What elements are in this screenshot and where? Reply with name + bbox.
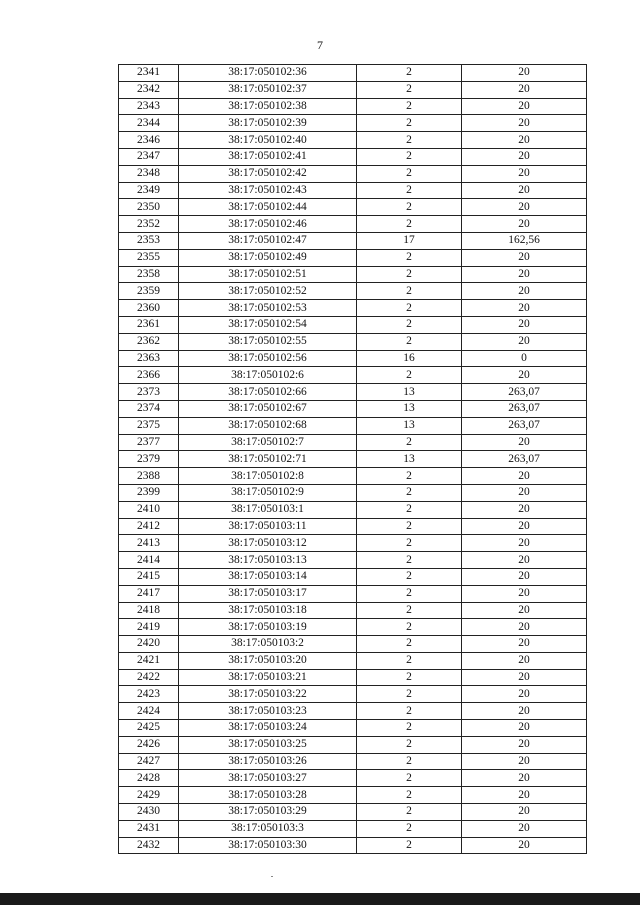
value-b-cell: 20 <box>462 535 587 552</box>
value-b-cell: 20 <box>462 182 587 199</box>
cadastral-number-cell: 38:17:050102:71 <box>179 451 357 468</box>
row-number-cell: 2431 <box>119 820 179 837</box>
table-row <box>119 669 587 686</box>
value-a-cell: 2 <box>357 81 462 98</box>
row-number-cell: 2352 <box>119 216 179 233</box>
cadastral-number-cell: 38:17:050102:46 <box>179 216 357 233</box>
value-b-cell: 263,07 <box>462 417 587 434</box>
value-b-cell: 20 <box>462 148 587 165</box>
value-b-cell: 20 <box>462 266 587 283</box>
table-row <box>119 552 587 569</box>
row-number-cell: 2363 <box>119 350 179 367</box>
value-a-cell: 17 <box>357 232 462 249</box>
value-a-cell: 2 <box>357 266 462 283</box>
table-body <box>119 65 587 854</box>
value-a-cell: 2 <box>357 283 462 300</box>
cadastral-number-cell: 38:17:050102:39 <box>179 115 357 132</box>
value-a-cell: 2 <box>357 65 462 82</box>
cadastral-number-cell: 38:17:050102:36 <box>179 65 357 82</box>
table-row <box>119 199 587 216</box>
row-number-cell: 2348 <box>119 165 179 182</box>
value-a-cell: 2 <box>357 787 462 804</box>
cadastral-number-cell: 38:17:050102:66 <box>179 384 357 401</box>
value-a-cell: 2 <box>357 535 462 552</box>
cadastral-number-cell: 38:17:050102:55 <box>179 333 357 350</box>
value-a-cell: 2 <box>357 619 462 636</box>
value-b-cell: 263,07 <box>462 451 587 468</box>
value-a-cell: 13 <box>357 417 462 434</box>
row-number-cell: 2374 <box>119 400 179 417</box>
value-a-cell: 13 <box>357 384 462 401</box>
value-a-cell: 2 <box>357 602 462 619</box>
value-a-cell: 2 <box>357 249 462 266</box>
row-number-cell: 2422 <box>119 669 179 686</box>
value-b-cell: 20 <box>462 770 587 787</box>
cadastral-number-cell: 38:17:050103:17 <box>179 585 357 602</box>
table-row <box>119 837 587 854</box>
table-row <box>119 585 587 602</box>
value-a-cell: 2 <box>357 720 462 737</box>
value-b-cell: 20 <box>462 585 587 602</box>
value-b-cell: 20 <box>462 820 587 837</box>
table-row <box>119 333 587 350</box>
table-row <box>119 535 587 552</box>
table-row <box>119 820 587 837</box>
value-b-cell: 20 <box>462 753 587 770</box>
value-a-cell: 2 <box>357 518 462 535</box>
value-a-cell: 2 <box>357 636 462 653</box>
cadastral-number-cell: 38:17:050102:9 <box>179 484 357 501</box>
row-number-cell: 2426 <box>119 736 179 753</box>
value-a-cell: 2 <box>357 98 462 115</box>
cadastral-number-cell: 38:17:050102:47 <box>179 232 357 249</box>
row-number-cell: 2341 <box>119 65 179 82</box>
row-number-cell: 2342 <box>119 81 179 98</box>
row-number-cell: 2362 <box>119 333 179 350</box>
scan-speck <box>271 876 273 877</box>
value-a-cell: 13 <box>357 400 462 417</box>
row-number-cell: 2417 <box>119 585 179 602</box>
row-number-cell: 2419 <box>119 619 179 636</box>
row-number-cell: 2388 <box>119 468 179 485</box>
cadastral-number-cell: 38:17:050103:27 <box>179 770 357 787</box>
row-number-cell: 2428 <box>119 770 179 787</box>
cadastral-number-cell: 38:17:050103:20 <box>179 652 357 669</box>
cadastral-number-cell: 38:17:050103:29 <box>179 804 357 821</box>
value-a-cell: 2 <box>357 333 462 350</box>
value-b-cell: 20 <box>462 669 587 686</box>
table-row <box>119 468 587 485</box>
table-row <box>119 81 587 98</box>
table-row <box>119 283 587 300</box>
value-a-cell: 2 <box>357 552 462 569</box>
cadastral-number-cell: 38:17:050103:11 <box>179 518 357 535</box>
row-number-cell: 2347 <box>119 148 179 165</box>
row-number-cell: 2344 <box>119 115 179 132</box>
table-row <box>119 720 587 737</box>
value-b-cell: 20 <box>462 720 587 737</box>
value-a-cell: 2 <box>357 686 462 703</box>
row-number-cell: 2366 <box>119 367 179 384</box>
cadastral-number-cell: 38:17:050102:8 <box>179 468 357 485</box>
value-a-cell: 2 <box>357 165 462 182</box>
value-a-cell: 2 <box>357 199 462 216</box>
cadastral-number-cell: 38:17:050103:12 <box>179 535 357 552</box>
value-b-cell: 20 <box>462 636 587 653</box>
row-number-cell: 2375 <box>119 417 179 434</box>
value-b-cell: 20 <box>462 367 587 384</box>
row-number-cell: 2423 <box>119 686 179 703</box>
table-row <box>119 148 587 165</box>
table-row <box>119 98 587 115</box>
row-number-cell: 2421 <box>119 652 179 669</box>
table-row <box>119 132 587 149</box>
value-b-cell: 20 <box>462 686 587 703</box>
value-b-cell: 20 <box>462 316 587 333</box>
value-a-cell: 2 <box>357 367 462 384</box>
value-a-cell: 2 <box>357 652 462 669</box>
value-b-cell: 20 <box>462 283 587 300</box>
value-b-cell: 20 <box>462 165 587 182</box>
value-b-cell: 20 <box>462 619 587 636</box>
cadastral-number-cell: 38:17:050102:51 <box>179 266 357 283</box>
cadastral-number-cell: 38:17:050102:49 <box>179 249 357 266</box>
table-row <box>119 501 587 518</box>
table-row <box>119 602 587 619</box>
cadastral-number-cell: 38:17:050102:52 <box>179 283 357 300</box>
value-b-cell: 20 <box>462 837 587 854</box>
value-b-cell: 20 <box>462 736 587 753</box>
row-number-cell: 2379 <box>119 451 179 468</box>
value-a-cell: 2 <box>357 804 462 821</box>
row-number-cell: 2420 <box>119 636 179 653</box>
table-row <box>119 266 587 283</box>
cadastral-number-cell: 38:17:050102:43 <box>179 182 357 199</box>
cadastral-number-cell: 38:17:050103:1 <box>179 501 357 518</box>
cadastral-number-cell: 38:17:050103:3 <box>179 820 357 837</box>
cadastral-number-cell: 38:17:050102:40 <box>179 132 357 149</box>
cadastral-number-cell: 38:17:050102:37 <box>179 81 357 98</box>
value-b-cell: 20 <box>462 98 587 115</box>
value-b-cell: 20 <box>462 468 587 485</box>
value-b-cell: 20 <box>462 501 587 518</box>
row-number-cell: 2418 <box>119 602 179 619</box>
value-b-cell: 20 <box>462 602 587 619</box>
row-number-cell: 2343 <box>119 98 179 115</box>
scan-bottom-edge <box>0 893 640 905</box>
table-row <box>119 518 587 535</box>
value-a-cell: 2 <box>357 820 462 837</box>
row-number-cell: 2358 <box>119 266 179 283</box>
table-row <box>119 115 587 132</box>
cadastral-number-cell: 38:17:050102:54 <box>179 316 357 333</box>
value-b-cell: 20 <box>462 434 587 451</box>
cadastral-number-cell: 38:17:050102:44 <box>179 199 357 216</box>
value-a-cell: 2 <box>357 182 462 199</box>
value-b-cell: 20 <box>462 484 587 501</box>
cadastral-number-cell: 38:17:050102:42 <box>179 165 357 182</box>
row-number-cell: 2361 <box>119 316 179 333</box>
table-row <box>119 787 587 804</box>
row-number-cell: 2429 <box>119 787 179 804</box>
row-number-cell: 2432 <box>119 837 179 854</box>
value-b-cell: 20 <box>462 249 587 266</box>
table-row <box>119 65 587 82</box>
row-number-cell: 2424 <box>119 703 179 720</box>
cadastral-number-cell: 38:17:050103:14 <box>179 568 357 585</box>
row-number-cell: 2414 <box>119 552 179 569</box>
cadastral-number-cell: 38:17:050103:2 <box>179 636 357 653</box>
row-number-cell: 2430 <box>119 804 179 821</box>
value-a-cell: 2 <box>357 669 462 686</box>
cadastral-number-cell: 38:17:050102:68 <box>179 417 357 434</box>
table-row <box>119 804 587 821</box>
value-a-cell: 2 <box>357 753 462 770</box>
row-number-cell: 2410 <box>119 501 179 518</box>
value-b-cell: 20 <box>462 115 587 132</box>
row-number-cell: 2425 <box>119 720 179 737</box>
value-b-cell: 20 <box>462 333 587 350</box>
row-number-cell: 2412 <box>119 518 179 535</box>
row-number-cell: 2359 <box>119 283 179 300</box>
value-b-cell: 20 <box>462 804 587 821</box>
table-row <box>119 736 587 753</box>
value-b-cell: 20 <box>462 552 587 569</box>
value-a-cell: 2 <box>357 703 462 720</box>
value-b-cell: 20 <box>462 216 587 233</box>
table-row <box>119 165 587 182</box>
row-number-cell: 2346 <box>119 132 179 149</box>
table-row <box>119 182 587 199</box>
value-b-cell: 20 <box>462 518 587 535</box>
row-number-cell: 2373 <box>119 384 179 401</box>
value-a-cell: 2 <box>357 568 462 585</box>
table-row <box>119 350 587 367</box>
cadastral-number-cell: 38:17:050102:67 <box>179 400 357 417</box>
cadastral-number-cell: 38:17:050102:6 <box>179 367 357 384</box>
table-row <box>119 316 587 333</box>
value-a-cell: 16 <box>357 350 462 367</box>
value-b-cell: 20 <box>462 300 587 317</box>
row-number-cell: 2413 <box>119 535 179 552</box>
cadastral-number-cell: 38:17:050103:21 <box>179 669 357 686</box>
value-b-cell: 20 <box>462 65 587 82</box>
table-row <box>119 451 587 468</box>
row-number-cell: 2427 <box>119 753 179 770</box>
value-b-cell: 20 <box>462 81 587 98</box>
row-number-cell: 2360 <box>119 300 179 317</box>
table-row <box>119 568 587 585</box>
value-a-cell: 2 <box>357 585 462 602</box>
value-a-cell: 2 <box>357 115 462 132</box>
value-a-cell: 2 <box>357 132 462 149</box>
value-b-cell: 20 <box>462 199 587 216</box>
cadastral-number-cell: 38:17:050103:26 <box>179 753 357 770</box>
cadastral-number-cell: 38:17:050102:56 <box>179 350 357 367</box>
value-b-cell: 0 <box>462 350 587 367</box>
cadastral-number-cell: 38:17:050102:7 <box>179 434 357 451</box>
table-row <box>119 400 587 417</box>
cadastral-number-cell: 38:17:050103:22 <box>179 686 357 703</box>
value-a-cell: 2 <box>357 770 462 787</box>
table-row <box>119 636 587 653</box>
value-b-cell: 263,07 <box>462 384 587 401</box>
cadastral-number-cell: 38:17:050103:24 <box>179 720 357 737</box>
table-row <box>119 770 587 787</box>
value-a-cell: 2 <box>357 434 462 451</box>
value-a-cell: 2 <box>357 148 462 165</box>
cadastral-number-cell: 38:17:050102:38 <box>179 98 357 115</box>
row-number-cell: 2415 <box>119 568 179 585</box>
table-row <box>119 434 587 451</box>
table-row <box>119 686 587 703</box>
cadastral-number-cell: 38:17:050103:19 <box>179 619 357 636</box>
value-b-cell: 263,07 <box>462 400 587 417</box>
cadastral-table <box>118 64 587 854</box>
row-number-cell: 2377 <box>119 434 179 451</box>
cadastral-number-cell: 38:17:050103:30 <box>179 837 357 854</box>
value-a-cell: 2 <box>357 837 462 854</box>
cadastral-number-cell: 38:17:050103:23 <box>179 703 357 720</box>
row-number-cell: 2353 <box>119 232 179 249</box>
row-number-cell: 2399 <box>119 484 179 501</box>
table-row <box>119 384 587 401</box>
row-number-cell: 2350 <box>119 199 179 216</box>
cadastral-number-cell: 38:17:050102:53 <box>179 300 357 317</box>
value-b-cell: 20 <box>462 568 587 585</box>
cadastral-number-cell: 38:17:050102:41 <box>179 148 357 165</box>
page-number: 7 <box>317 38 323 52</box>
cadastral-number-cell: 38:17:050103:28 <box>179 787 357 804</box>
table-row <box>119 753 587 770</box>
table-row <box>119 417 587 434</box>
value-b-cell: 162,56 <box>462 232 587 249</box>
table-row <box>119 703 587 720</box>
row-number-cell: 2349 <box>119 182 179 199</box>
table-row <box>119 652 587 669</box>
table-row <box>119 619 587 636</box>
table-row <box>119 249 587 266</box>
value-a-cell: 2 <box>357 484 462 501</box>
value-a-cell: 2 <box>357 501 462 518</box>
value-a-cell: 13 <box>357 451 462 468</box>
table-row <box>119 484 587 501</box>
value-b-cell: 20 <box>462 132 587 149</box>
value-a-cell: 2 <box>357 316 462 333</box>
cadastral-number-cell: 38:17:050103:25 <box>179 736 357 753</box>
value-a-cell: 2 <box>357 736 462 753</box>
cadastral-number-cell: 38:17:050103:13 <box>179 552 357 569</box>
table-row <box>119 367 587 384</box>
value-b-cell: 20 <box>462 652 587 669</box>
value-a-cell: 2 <box>357 468 462 485</box>
table-row <box>119 216 587 233</box>
value-b-cell: 20 <box>462 703 587 720</box>
value-b-cell: 20 <box>462 787 587 804</box>
value-a-cell: 2 <box>357 300 462 317</box>
table-row <box>119 232 587 249</box>
cadastral-number-cell: 38:17:050103:18 <box>179 602 357 619</box>
row-number-cell: 2355 <box>119 249 179 266</box>
table-row <box>119 300 587 317</box>
value-a-cell: 2 <box>357 216 462 233</box>
